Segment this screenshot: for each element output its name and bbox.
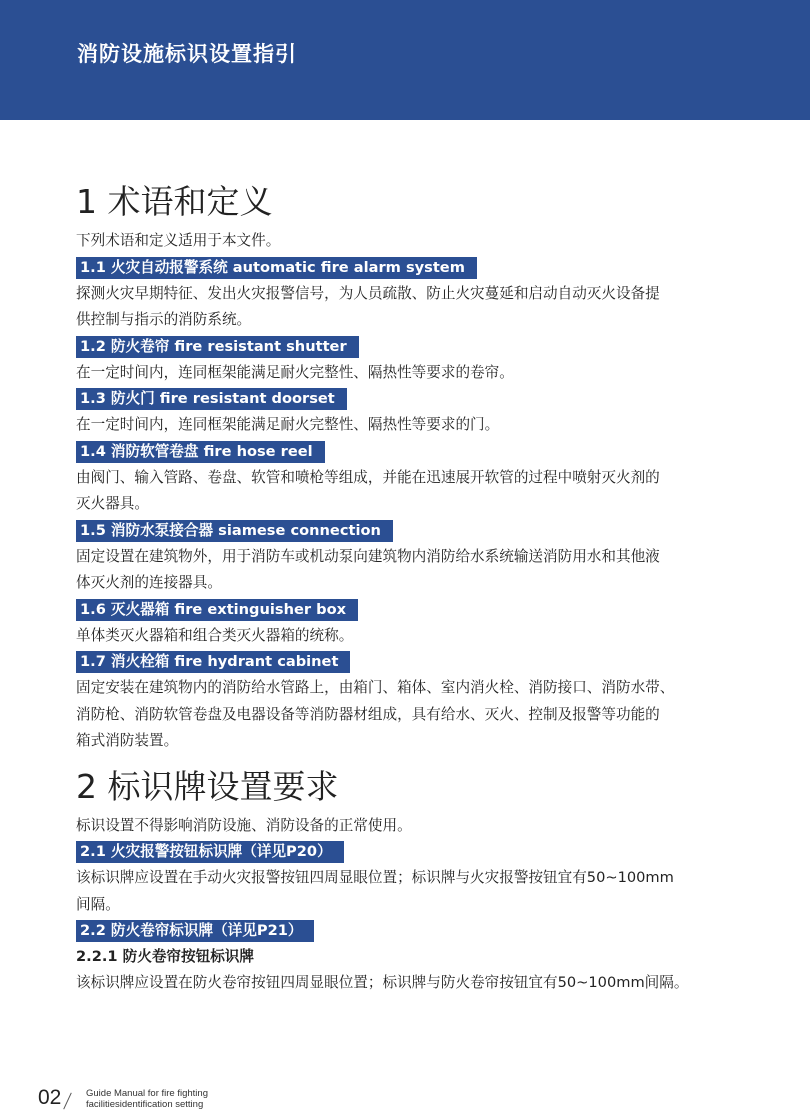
term-1-3-line-1: 在一定时间内，连同框架能满足耐火完整性、隔热性等要求的门。 <box>76 416 500 433</box>
section-1-title: 1 术语和定义 <box>76 182 273 221</box>
term-1-5-label: 1.5 消防水泵接合器 siamese connection <box>76 520 393 542</box>
term-1-7-line-2: 消防枪、消防软管卷盘及电器设备等消防器材组成，具有给水、灭火、控制及报警等功能的 <box>76 705 660 723</box>
term-1-1-label: 1.1 火灾自动报警系统 automatic fire alarm system <box>76 257 477 279</box>
term-1-6-line-1: 单体类灭火器箱和组合类灭火器箱的统称。 <box>76 626 354 644</box>
item-2-2-label: 2.2 防火卷帘标识牌（详见P21） <box>76 920 314 942</box>
item-2-1-line-1: 该标识牌应设置在手动火灾报警按钮四周显眼位置；标识牌与火灾报警按钮宜有50~100mm <box>76 869 674 886</box>
term-1-2-line-1: 在一定时间内，连同框架能满足耐火完整性、隔热性等要求的卷帘。 <box>76 363 514 381</box>
section-1-intro: 下列术语和定义适用于本文件。 <box>76 232 281 249</box>
footer-caption-line-2: facilitiesidentification setting <box>86 1099 204 1110</box>
term-1-5-line-1: 固定设置在建筑物外，用于消防车或机动泵向建筑物内消防给水系统输送消防用水和其他液 <box>76 547 660 565</box>
item-2-2-1-line-1: 该标识牌应设置在防火卷帘按钮四周显眼位置；标识牌与防火卷帘按钮宜有50~100mm间隔。 <box>76 974 689 991</box>
item-2-1-label: 2.1 火灾报警按钮标识牌（详见P20） <box>76 841 344 863</box>
header-title: 消防设施标识设置指引 <box>77 42 297 66</box>
section-2-intro: 标识设置不得影响消防设施、消防设备的正常使用。 <box>76 816 412 834</box>
section-2-title: 2 标识牌设置要求 <box>76 766 339 806</box>
term-1-1-line-2: 供控制与指示的消防系统。 <box>76 311 252 328</box>
term-1-5-line-2: 体灭火剂的连接器具。 <box>76 574 222 591</box>
term-1-4-line-1: 由阀门、输入管路、卷盘、软管和喷枪等组成，并能在迅速展开软管的过程中喷射灭火剂的 <box>76 468 660 486</box>
term-1-2-label: 1.2 防火卷帘 fire resistant shutter <box>76 336 359 358</box>
footer-caption <box>86 1088 208 1110</box>
footer-divider <box>63 1093 72 1110</box>
page-number: 02 <box>38 1086 62 1109</box>
term-1-6-label: 1.6 灭火器箱 fire extinguisher box <box>76 599 358 621</box>
term-1-4-label: 1.4 消防软管卷盘 fire hose reel <box>76 441 325 463</box>
term-1-1-line-1: 探测火灾早期特征、发出火灾报警信号，为人员疏散、防止火灾蔓延和启动自动灭火设备提 <box>76 284 660 302</box>
page-content <box>76 180 766 997</box>
term-1-7-label: 1.7 消火栓箱 fire hydrant cabinet <box>76 651 350 673</box>
term-1-3-label: 1.3 防火门 fire resistant doorset <box>76 388 347 410</box>
term-1-7-line-3: 箱式消防装置。 <box>76 732 179 749</box>
term-1-4-line-2: 灭火器具。 <box>76 495 149 512</box>
item-2-2-1-subhead: 2.2.1 防火卷帘按钮标识牌 <box>76 948 254 965</box>
footer-caption-line-1: Guide Manual for fire fighting <box>86 1088 208 1099</box>
page-header <box>0 0 810 120</box>
item-2-1-line-2: 间隔。 <box>76 895 120 913</box>
term-1-7-line-1: 固定安装在建筑物内的消防给水管路上，由箱门、箱体、室内消火栓、消防接口、消防水带、 <box>76 679 675 696</box>
